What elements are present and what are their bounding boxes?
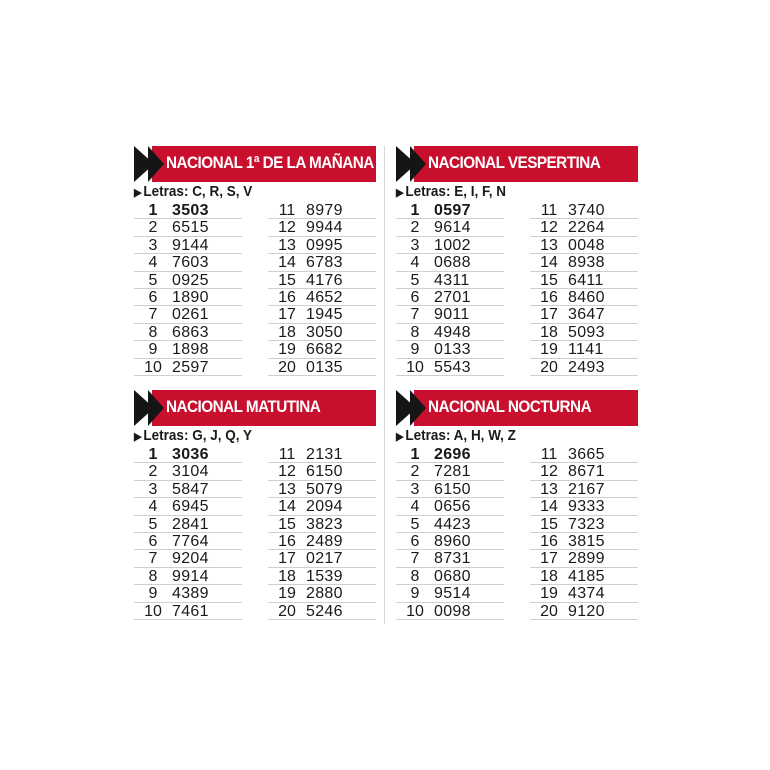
result-number: 1141 — [568, 341, 604, 359]
result-position: 2 — [148, 463, 158, 481]
result-position: 4 — [410, 498, 420, 516]
result-row — [530, 341, 638, 358]
result-row — [396, 568, 504, 585]
result-position: 15 — [540, 515, 558, 533]
result-position: 10 — [406, 602, 424, 620]
result-position: 6 — [410, 288, 420, 306]
result-position: 18 — [540, 323, 558, 341]
result-position: 20 — [540, 602, 558, 620]
result-number: 0261 — [172, 306, 209, 324]
result-number: 8460 — [568, 288, 605, 306]
result-row — [134, 219, 242, 236]
result-number: 5246 — [306, 602, 343, 620]
result-row — [134, 481, 242, 498]
result-position: 5 — [148, 271, 158, 289]
letters-text: Letras: A, H, W, Z — [405, 427, 516, 444]
result-position: 1 — [410, 446, 420, 463]
result-number: 6783 — [306, 254, 343, 272]
result-row — [134, 603, 242, 620]
result-position: 12 — [540, 219, 558, 237]
result-position: 5 — [148, 515, 158, 533]
result-position: 2 — [410, 219, 420, 237]
result-row — [268, 289, 376, 306]
result-position: 3 — [410, 480, 420, 498]
result-position: 6 — [148, 532, 158, 550]
result-row — [134, 254, 242, 271]
result-row — [134, 550, 242, 567]
result-position: 12 — [278, 219, 296, 237]
result-position: 12 — [540, 463, 558, 481]
result-position: 9 — [148, 585, 158, 603]
result-row — [134, 341, 242, 358]
result-position: 14 — [540, 498, 558, 516]
result-number: 9514 — [434, 585, 471, 603]
result-number: 4185 — [568, 567, 605, 585]
result-row — [268, 568, 376, 585]
result-row — [530, 237, 638, 254]
result-position: 8 — [148, 323, 158, 341]
result-position: 7 — [410, 550, 420, 568]
result-position: 9 — [148, 341, 158, 359]
panel-nacional-primera-manana — [134, 146, 376, 376]
result-row — [268, 585, 376, 602]
result-row — [268, 254, 376, 271]
result-position: 17 — [278, 550, 296, 568]
result-number: 0995 — [306, 236, 343, 254]
result-number: 1898 — [172, 341, 209, 359]
result-row — [268, 324, 376, 341]
result-position: 16 — [278, 532, 296, 550]
result-position: 17 — [278, 306, 296, 324]
result-position: 3 — [410, 236, 420, 254]
result-row — [268, 219, 376, 236]
result-row — [134, 306, 242, 323]
result-number: 4374 — [568, 585, 605, 603]
result-number: 2701 — [434, 288, 471, 306]
result-position: 20 — [540, 358, 558, 376]
result-number: 1890 — [172, 288, 209, 306]
triangle-right-icon: ▶ — [396, 431, 404, 443]
result-row — [268, 463, 376, 480]
result-position: 8 — [410, 567, 420, 585]
results-column-right — [530, 446, 638, 620]
result-position: 3 — [148, 480, 158, 498]
result-number: 2131 — [306, 446, 343, 463]
result-number: 3104 — [172, 463, 209, 481]
result-row — [134, 498, 242, 515]
results-columns — [396, 202, 638, 376]
panel-title: NACIONAL VESPERTINA — [428, 153, 601, 172]
panel-title: NACIONAL 1ª DE LA MAÑANA — [166, 153, 374, 172]
result-number: 4176 — [306, 271, 343, 289]
result-number: 6682 — [306, 341, 343, 359]
result-row — [396, 446, 504, 463]
result-row — [396, 219, 504, 236]
result-number: 5079 — [306, 480, 343, 498]
result-number: 2597 — [172, 358, 209, 376]
result-row — [396, 324, 504, 341]
result-position: 12 — [278, 463, 296, 481]
panel-nacional-vespertina — [396, 146, 638, 376]
result-position: 14 — [278, 254, 296, 272]
result-row — [396, 306, 504, 323]
results-column-right — [530, 202, 638, 376]
result-position: 9 — [410, 585, 420, 603]
result-row — [530, 272, 638, 289]
result-row — [530, 324, 638, 341]
results-columns — [134, 202, 376, 376]
result-position: 13 — [278, 236, 296, 254]
result-number: 7461 — [172, 602, 209, 620]
result-row — [396, 585, 504, 602]
result-position: 11 — [540, 446, 558, 463]
result-number: 9204 — [172, 550, 209, 568]
result-position: 7 — [148, 550, 158, 568]
result-position: 9 — [410, 341, 420, 359]
result-number: 2094 — [306, 498, 343, 516]
result-position: 10 — [144, 358, 162, 376]
chevron-icon — [410, 146, 426, 182]
results-columns — [134, 446, 376, 620]
result-row — [134, 446, 242, 463]
result-row — [268, 237, 376, 254]
result-number: 9914 — [172, 567, 209, 585]
result-row — [396, 550, 504, 567]
result-position: 13 — [278, 480, 296, 498]
result-position: 17 — [540, 306, 558, 324]
result-number: 9144 — [172, 236, 209, 254]
result-number: 3647 — [568, 306, 605, 324]
result-position: 15 — [540, 271, 558, 289]
result-number: 2841 — [172, 515, 209, 533]
result-position: 13 — [540, 480, 558, 498]
result-row — [396, 237, 504, 254]
result-number: 0135 — [306, 358, 343, 376]
result-row — [530, 446, 638, 463]
result-row — [530, 533, 638, 550]
result-number: 2264 — [568, 219, 605, 237]
triangle-right-icon: ▶ — [396, 187, 404, 199]
result-position: 19 — [278, 341, 296, 359]
result-number: 0925 — [172, 271, 209, 289]
result-row — [530, 603, 638, 620]
result-position: 15 — [278, 271, 296, 289]
result-position: 16 — [278, 288, 296, 306]
result-row — [268, 603, 376, 620]
result-number: 0680 — [434, 567, 471, 585]
letters-line — [396, 182, 614, 202]
result-row — [396, 341, 504, 358]
result-position: 18 — [278, 323, 296, 341]
result-position: 3 — [148, 236, 158, 254]
triangle-right-icon: ▶ — [134, 431, 142, 443]
results-column-left — [134, 446, 242, 620]
result-position: 8 — [148, 567, 158, 585]
result-number: 2489 — [306, 532, 343, 550]
results-column-right — [268, 202, 376, 376]
panel-banner — [134, 390, 376, 426]
result-number: 5093 — [568, 323, 605, 341]
results-columns — [396, 446, 638, 620]
result-row — [530, 568, 638, 585]
result-number: 6515 — [172, 219, 209, 237]
result-row — [134, 533, 242, 550]
result-number: 8938 — [568, 254, 605, 272]
result-row — [396, 202, 504, 219]
result-number: 0098 — [434, 602, 471, 620]
result-number: 2899 — [568, 550, 605, 568]
result-row — [268, 272, 376, 289]
result-position: 17 — [540, 550, 558, 568]
result-row — [134, 324, 242, 341]
result-position: 20 — [278, 358, 296, 376]
result-row — [396, 481, 504, 498]
result-row — [530, 306, 638, 323]
letters-text: Letras: E, I, F, N — [405, 183, 506, 200]
result-position: 11 — [278, 202, 296, 219]
result-position: 19 — [278, 585, 296, 603]
result-row — [530, 219, 638, 236]
result-row — [396, 516, 504, 533]
result-number: 4389 — [172, 585, 209, 603]
result-number: 1539 — [306, 567, 343, 585]
result-number: 0688 — [434, 254, 471, 272]
result-position: 10 — [144, 602, 162, 620]
chevron-icon — [148, 146, 164, 182]
result-number: 6411 — [568, 271, 604, 289]
result-number: 0133 — [434, 341, 471, 359]
result-number: 9120 — [568, 602, 605, 620]
result-position: 10 — [406, 358, 424, 376]
result-row — [134, 202, 242, 219]
result-number: 6863 — [172, 323, 209, 341]
results-column-left — [396, 446, 504, 620]
result-number: 3815 — [568, 532, 605, 550]
results-column-left — [134, 202, 242, 376]
result-row — [530, 481, 638, 498]
result-number: 8671 — [568, 463, 605, 481]
panel-banner — [134, 146, 376, 182]
result-number: 3665 — [568, 446, 605, 463]
result-row — [268, 306, 376, 323]
result-position: 2 — [148, 219, 158, 237]
result-position: 1 — [148, 446, 158, 463]
result-row — [134, 359, 242, 376]
result-number: 4652 — [306, 288, 343, 306]
result-row — [268, 516, 376, 533]
result-number: 9944 — [306, 219, 343, 237]
result-position: 1 — [148, 202, 158, 219]
result-number: 5847 — [172, 480, 209, 498]
result-row — [268, 359, 376, 376]
result-row — [530, 550, 638, 567]
panel-title: NACIONAL NOCTURNA — [428, 397, 592, 416]
result-position: 14 — [278, 498, 296, 516]
letters-line — [396, 426, 614, 446]
result-position: 7 — [148, 306, 158, 324]
result-row — [530, 254, 638, 271]
letters-line — [134, 182, 352, 202]
result-position: 11 — [278, 446, 296, 463]
result-number: 3036 — [172, 446, 209, 463]
result-position: 4 — [410, 254, 420, 272]
result-row — [134, 237, 242, 254]
result-row — [268, 202, 376, 219]
result-number: 2696 — [434, 446, 471, 463]
result-row — [530, 516, 638, 533]
result-row — [134, 516, 242, 533]
result-number: 9614 — [434, 219, 471, 237]
result-position: 18 — [540, 567, 558, 585]
result-row — [396, 603, 504, 620]
result-position: 6 — [410, 532, 420, 550]
result-position: 8 — [410, 323, 420, 341]
result-position: 20 — [278, 602, 296, 620]
result-number: 0656 — [434, 498, 471, 516]
result-position: 5 — [410, 515, 420, 533]
panel-banner — [396, 146, 638, 182]
letters-text: Letras: G, J, Q, Y — [143, 427, 252, 444]
result-position: 19 — [540, 341, 558, 359]
result-row — [396, 254, 504, 271]
result-row — [268, 550, 376, 567]
result-number: 1002 — [434, 236, 471, 254]
letters-text: Letras: C, R, S, V — [143, 183, 253, 200]
result-number: 8979 — [306, 202, 343, 219]
result-number: 3823 — [306, 515, 343, 533]
result-number: 6945 — [172, 498, 209, 516]
result-row — [530, 498, 638, 515]
result-row — [268, 533, 376, 550]
result-number: 9011 — [434, 306, 470, 324]
result-number: 9333 — [568, 498, 605, 516]
results-column-right — [268, 446, 376, 620]
result-number: 4948 — [434, 323, 471, 341]
result-number: 2167 — [568, 480, 605, 498]
result-row — [530, 463, 638, 480]
triangle-right-icon: ▶ — [134, 187, 142, 199]
result-row — [134, 585, 242, 602]
result-number: 0597 — [434, 202, 471, 219]
result-number: 0217 — [306, 550, 343, 568]
result-number: 8731 — [434, 550, 471, 568]
result-row — [396, 359, 504, 376]
result-number: 4311 — [434, 271, 470, 289]
result-number: 2493 — [568, 358, 605, 376]
result-number: 7603 — [172, 254, 209, 272]
result-row — [396, 498, 504, 515]
result-number: 3503 — [172, 202, 209, 219]
result-row — [134, 568, 242, 585]
result-position: 2 — [410, 463, 420, 481]
result-position: 19 — [540, 585, 558, 603]
result-row — [396, 272, 504, 289]
result-number: 7764 — [172, 532, 209, 550]
result-row — [268, 446, 376, 463]
result-number: 3050 — [306, 323, 343, 341]
result-row — [134, 272, 242, 289]
result-row — [530, 202, 638, 219]
result-row — [530, 359, 638, 376]
panel-nacional-matutina — [134, 390, 376, 620]
result-number: 7281 — [434, 463, 471, 481]
panel-banner — [396, 390, 638, 426]
result-row — [396, 533, 504, 550]
result-row — [268, 341, 376, 358]
chevron-icon — [410, 390, 426, 426]
result-number: 3740 — [568, 202, 605, 219]
panel-divider — [384, 146, 385, 624]
result-number: 6150 — [306, 463, 343, 481]
result-position: 15 — [278, 515, 296, 533]
result-row — [134, 463, 242, 480]
panel-title: NACIONAL MATUTINA — [166, 397, 321, 416]
result-number: 4423 — [434, 515, 471, 533]
result-row — [134, 289, 242, 306]
chevron-icon — [148, 390, 164, 426]
result-position: 4 — [148, 254, 158, 272]
result-position: 16 — [540, 532, 558, 550]
results-column-left — [396, 202, 504, 376]
result-row — [268, 481, 376, 498]
result-position: 1 — [410, 202, 420, 219]
result-position: 4 — [148, 498, 158, 516]
result-number: 7323 — [568, 515, 605, 533]
letters-line — [134, 426, 352, 446]
result-number: 2880 — [306, 585, 343, 603]
result-number: 6150 — [434, 480, 471, 498]
result-number: 1945 — [306, 306, 343, 324]
panel-nacional-nocturna — [396, 390, 638, 620]
result-row — [396, 463, 504, 480]
result-position: 6 — [148, 288, 158, 306]
result-position: 14 — [540, 254, 558, 272]
result-row — [396, 289, 504, 306]
result-position: 5 — [410, 271, 420, 289]
result-position: 18 — [278, 567, 296, 585]
result-number: 8960 — [434, 532, 471, 550]
result-row — [530, 289, 638, 306]
result-number: 0048 — [568, 236, 605, 254]
result-position: 7 — [410, 306, 420, 324]
result-position: 16 — [540, 288, 558, 306]
result-number: 5543 — [434, 358, 471, 376]
result-row — [268, 498, 376, 515]
result-position: 13 — [540, 236, 558, 254]
result-row — [530, 585, 638, 602]
result-position: 11 — [540, 202, 558, 219]
